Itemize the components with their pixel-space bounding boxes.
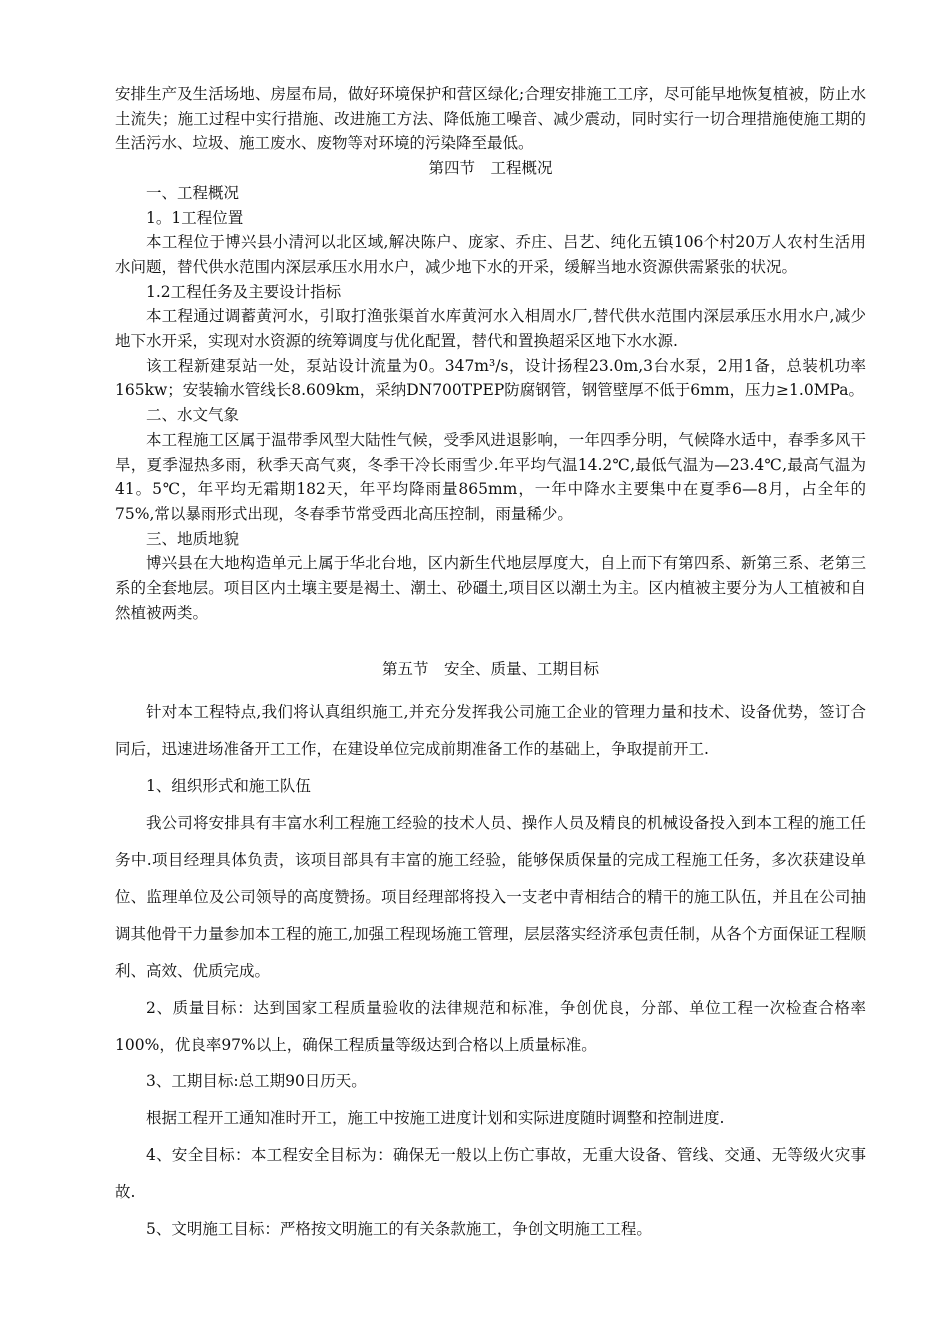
paragraph-schedule-goal: 3、工期目标:总工期90日历天。: [146, 1072, 367, 1091]
heading-organization: 1、组织形式和施工队伍: [146, 777, 311, 796]
heading-project-overview: 一、工程概况: [146, 183, 240, 202]
heading-project-tasks: 1.2工程任务及主要设计指标: [146, 282, 342, 301]
paragraph-organization: 我公司将安排具有丰富水利工程施工经验的技术人员、操作人员及精良的机械设备投入到本工程的施工任务中.项目经理具体负责，该项目部具有丰富的施工经验，能够保质保量的完成工程施工任务，多次获建设单位、监理单位及公司领导的高度赞扬。项目经理部将投入一支老中青相结合的精干的施工队伍，并且在公司抽调其他骨干力量参加本工程的施工,加强工程现场施工管理，层层落实经济承包责任制，从各个方面保证工程顺利、高效、优质完成。: [115, 814, 866, 980]
heading-geology-landform: 三、地质地貌: [146, 529, 240, 548]
paragraph-design-indicators: 该工程新建泵站一处，泵站设计流量为0。347m³/s，设计扬程23.0m,3台水泵，2用1备，总装机功率165kw；安装输水管线长8.609km，采纳DN700TPEP防腐钢管，钢管壁厚不低于6mm，压力≥1.0MPa。: [115, 356, 866, 400]
intro-paragraph: 安排生产及生活场地、房屋布局，做好环境保护和营区绿化;合理安排施工工序，尽可能早地恢复植被，防止水土流失；施工过程中实行措施、改进施工方法、降低施工噪音、减少震动，同时实行一切合理措施使施工期的生活污水、垃圾、施工废水、废物等对环境的污染降至最低。: [115, 85, 866, 153]
paragraph-geology: 博兴县在大地构造单元上属于华北台地，区内新生代地层厚度大，自上而下有第四系、新第三系、老第三系的全套地层。项目区内土壤主要是褐土、潮土、砂礓土,项目区以潮土为主。区内植被主要分为人工植被和自然植被两类。: [115, 554, 866, 622]
paragraph-intro-goals: 针对本工程特点,我们将认真组织施工,并充分发挥我公司施工企业的管理力量和技术、设备优势，签订合同后，迅速进场准备开工工作，在建设单位完成前期准备工作的基础上，争取提前开工.: [115, 703, 866, 759]
paragraph-civilized-goal: 5、文明施工目标：严格按文明施工的有关条款施工，争创文明施工工程。: [146, 1220, 652, 1239]
heading-hydrology-meteorology: 二、水文气象: [146, 406, 240, 425]
section-4-title: 第四节 工程概况: [428, 159, 553, 178]
paragraph-project-tasks: 本工程通过调蓄黄河水，引取打渔张渠首水库黄河水入相周水厂,替代供水范围内深层承压水用水户,减少地下水开采，实现对水资源的统筹调度与优化配置，替代和置换超采区地下水水源.: [115, 307, 866, 351]
heading-project-location: 1。1工程位置: [146, 208, 244, 227]
section-spacer: [115, 625, 866, 651]
paragraph-climate: 本工程施工区属于温带季风型大陆性气候，受季风进退影响，一年四季分明，气候降水适中，春季多风干旱，夏季湿热多雨，秋季天高气爽，冬季干冷长雨雪少.年平均气温14.2℃,最低气温为—23.4℃,最高气温为41。5℃，年平均无霜期182天，年平均降雨量865mm，一年中降水主要集中在夏季6—8月，占全年的75%,常以暴雨形式出现，冬春季节常受西北高压控制，雨量稀少。: [115, 430, 866, 523]
paragraph-quality-goal: 2、质量目标：达到国家工程质量验收的法律规范和标准，争创优良，分部、单位工程一次检查合格率100%，优良率97%以上，确保工程质量等级达到合格以上质量标准。: [115, 998, 866, 1054]
section-5-title: 第五节 安全、质量、工期目标: [381, 660, 599, 679]
paragraph-project-location: 本工程位于博兴县小清河以北区域,解决陈户、庞家、乔庄、吕艺、纯化五镇106个村20万人农村生活用水问题，替代供水范围内深层承压水用水户，减少地下水的开采，缓解当地水资源供需紧张的状况。: [115, 233, 866, 276]
paragraph-safety-goal: 4、安全目标：本工程安全目标为：确保无一般以上伤亡事故，无重大设备、管线、交通、无等级火灾事故.: [115, 1146, 866, 1202]
paragraph-schedule-note: 根据工程开工通知准时开工，施工中按施工进度计划和实际进度随时调整和控制进度.: [146, 1109, 725, 1128]
